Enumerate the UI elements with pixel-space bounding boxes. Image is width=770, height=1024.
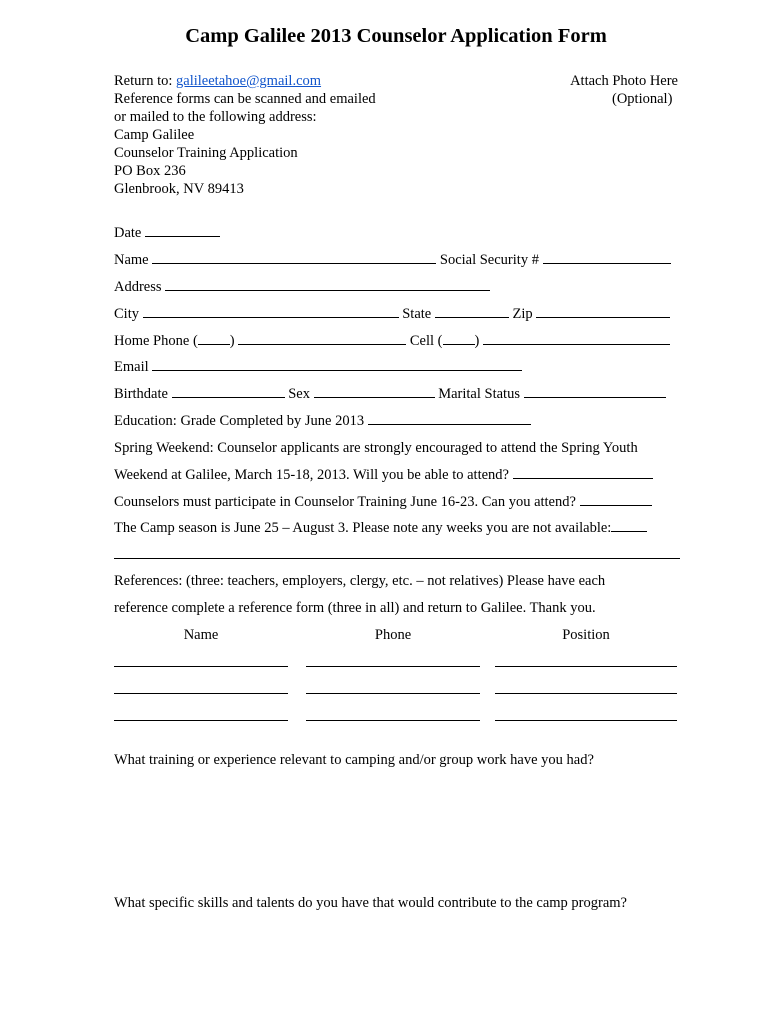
date-label: Date: [114, 225, 142, 241]
state-label: State: [402, 306, 432, 322]
name-label: Name: [114, 252, 149, 268]
sex-label: Sex: [288, 386, 310, 402]
zip-blank[interactable]: [536, 305, 670, 318]
references-col-position: Position: [562, 627, 610, 643]
skills-question: What specific skills and talents do you have that would contribute to the camp program?: [114, 895, 627, 911]
marital-status-label: Marital Status: [438, 386, 520, 402]
address-blank[interactable]: [165, 278, 490, 291]
address-line-4: Counselor Training Application: [114, 145, 298, 161]
education-blank[interactable]: [368, 412, 531, 425]
cell-blank[interactable]: [483, 332, 670, 345]
zip-label: Zip: [512, 306, 533, 322]
city-row: [114, 305, 670, 323]
ssn-blank[interactable]: [543, 251, 671, 264]
cell-area-blank[interactable]: [443, 332, 475, 345]
cell-label: Cell: [409, 333, 435, 349]
references-col-name: Name: [183, 627, 219, 643]
marital-status-blank[interactable]: [524, 385, 666, 398]
reference-2-position-line[interactable]: [495, 693, 677, 694]
training-row: [114, 493, 652, 511]
name-blank[interactable]: [152, 251, 436, 264]
home-phone-blank[interactable]: [238, 332, 406, 345]
reference-1-phone-line[interactable]: [306, 666, 480, 667]
season-row: [114, 519, 647, 537]
references-col-phone: Phone: [374, 627, 412, 643]
form-title: Camp Galilee 2013 Counselor Application Form: [185, 25, 607, 47]
reference-2-name-line[interactable]: [114, 693, 288, 694]
spring-weekend-line-2: Weekend at Galilee, March 15-18, 2013. Will you be able to attend?: [114, 467, 509, 483]
education-label: Education: Grade Completed by June 2013: [114, 413, 365, 429]
address-label: Address: [114, 279, 162, 295]
email-row: [114, 358, 522, 376]
phone-row: Home Phone ( ) Cell ( ): [114, 332, 670, 350]
home-phone-label: Home Phone: [114, 333, 190, 349]
reference-3-name-line[interactable]: [114, 720, 288, 721]
date-blank[interactable]: [145, 224, 220, 237]
address-line-1: Reference forms can be scanned and emailed: [114, 91, 376, 107]
date-field[interactable]: [114, 224, 220, 242]
reference-3-position-line[interactable]: [495, 720, 677, 721]
season-blank[interactable]: [611, 519, 647, 532]
reference-2-phone-line[interactable]: [306, 693, 480, 694]
city-blank[interactable]: [143, 305, 399, 318]
reference-3-phone-line[interactable]: [306, 720, 480, 721]
experience-question: What training or experience relevant to camping and/or group work have you had?: [114, 752, 594, 768]
reference-1-name-line[interactable]: [114, 666, 288, 667]
home-phone-area-blank[interactable]: [198, 332, 230, 345]
photo-note: (Optional): [612, 91, 673, 107]
references-intro-1: References: (three: teachers, employers, clergy, etc. – not relatives) Please have each: [114, 573, 606, 589]
address-line-5: PO Box 236: [114, 163, 186, 179]
education-row: [114, 412, 531, 430]
birth-row: [114, 385, 666, 403]
spring-weekend-blank[interactable]: [513, 466, 653, 479]
address-line-6: Glenbrook, NV 89413: [114, 181, 244, 197]
birthdate-label: Birthdate: [114, 386, 168, 402]
address-line-3: Camp Galilee: [114, 127, 195, 143]
email-label: Email: [114, 359, 149, 375]
spring-weekend-line-1: Spring Weekend: Counselor applicants are strongly encouraged to attend the Spring Youth: [114, 440, 638, 456]
address-line-2: or mailed to the following address:: [114, 109, 317, 125]
sex-blank[interactable]: [314, 385, 435, 398]
references-intro-2: reference complete a reference form (three in all) and return to Galilee. Thank you.: [114, 600, 596, 616]
email-link[interactable]: galileetahoe@gmail.com: [176, 73, 322, 89]
training-question: Counselors must participate in Counselor Training June 16-23. Can you attend?: [114, 494, 576, 510]
return-to-label: Return to:: [114, 73, 173, 89]
ssn-label: Social Security #: [439, 252, 539, 268]
season-blank-line[interactable]: [114, 558, 680, 559]
return-to-line: [114, 72, 321, 90]
season-question: The Camp season is June 25 – August 3. Please note any weeks you are not available:: [114, 520, 612, 536]
photo-label: Attach Photo Here: [570, 73, 678, 89]
email-blank[interactable]: [152, 358, 522, 371]
address-row: [114, 278, 490, 296]
spring-weekend-row: [114, 466, 653, 484]
name-row: [114, 251, 671, 269]
state-blank[interactable]: [435, 305, 509, 318]
training-blank[interactable]: [580, 493, 652, 506]
reference-1-position-line[interactable]: [495, 666, 677, 667]
city-label: City: [114, 306, 139, 322]
birthdate-blank[interactable]: [172, 385, 285, 398]
